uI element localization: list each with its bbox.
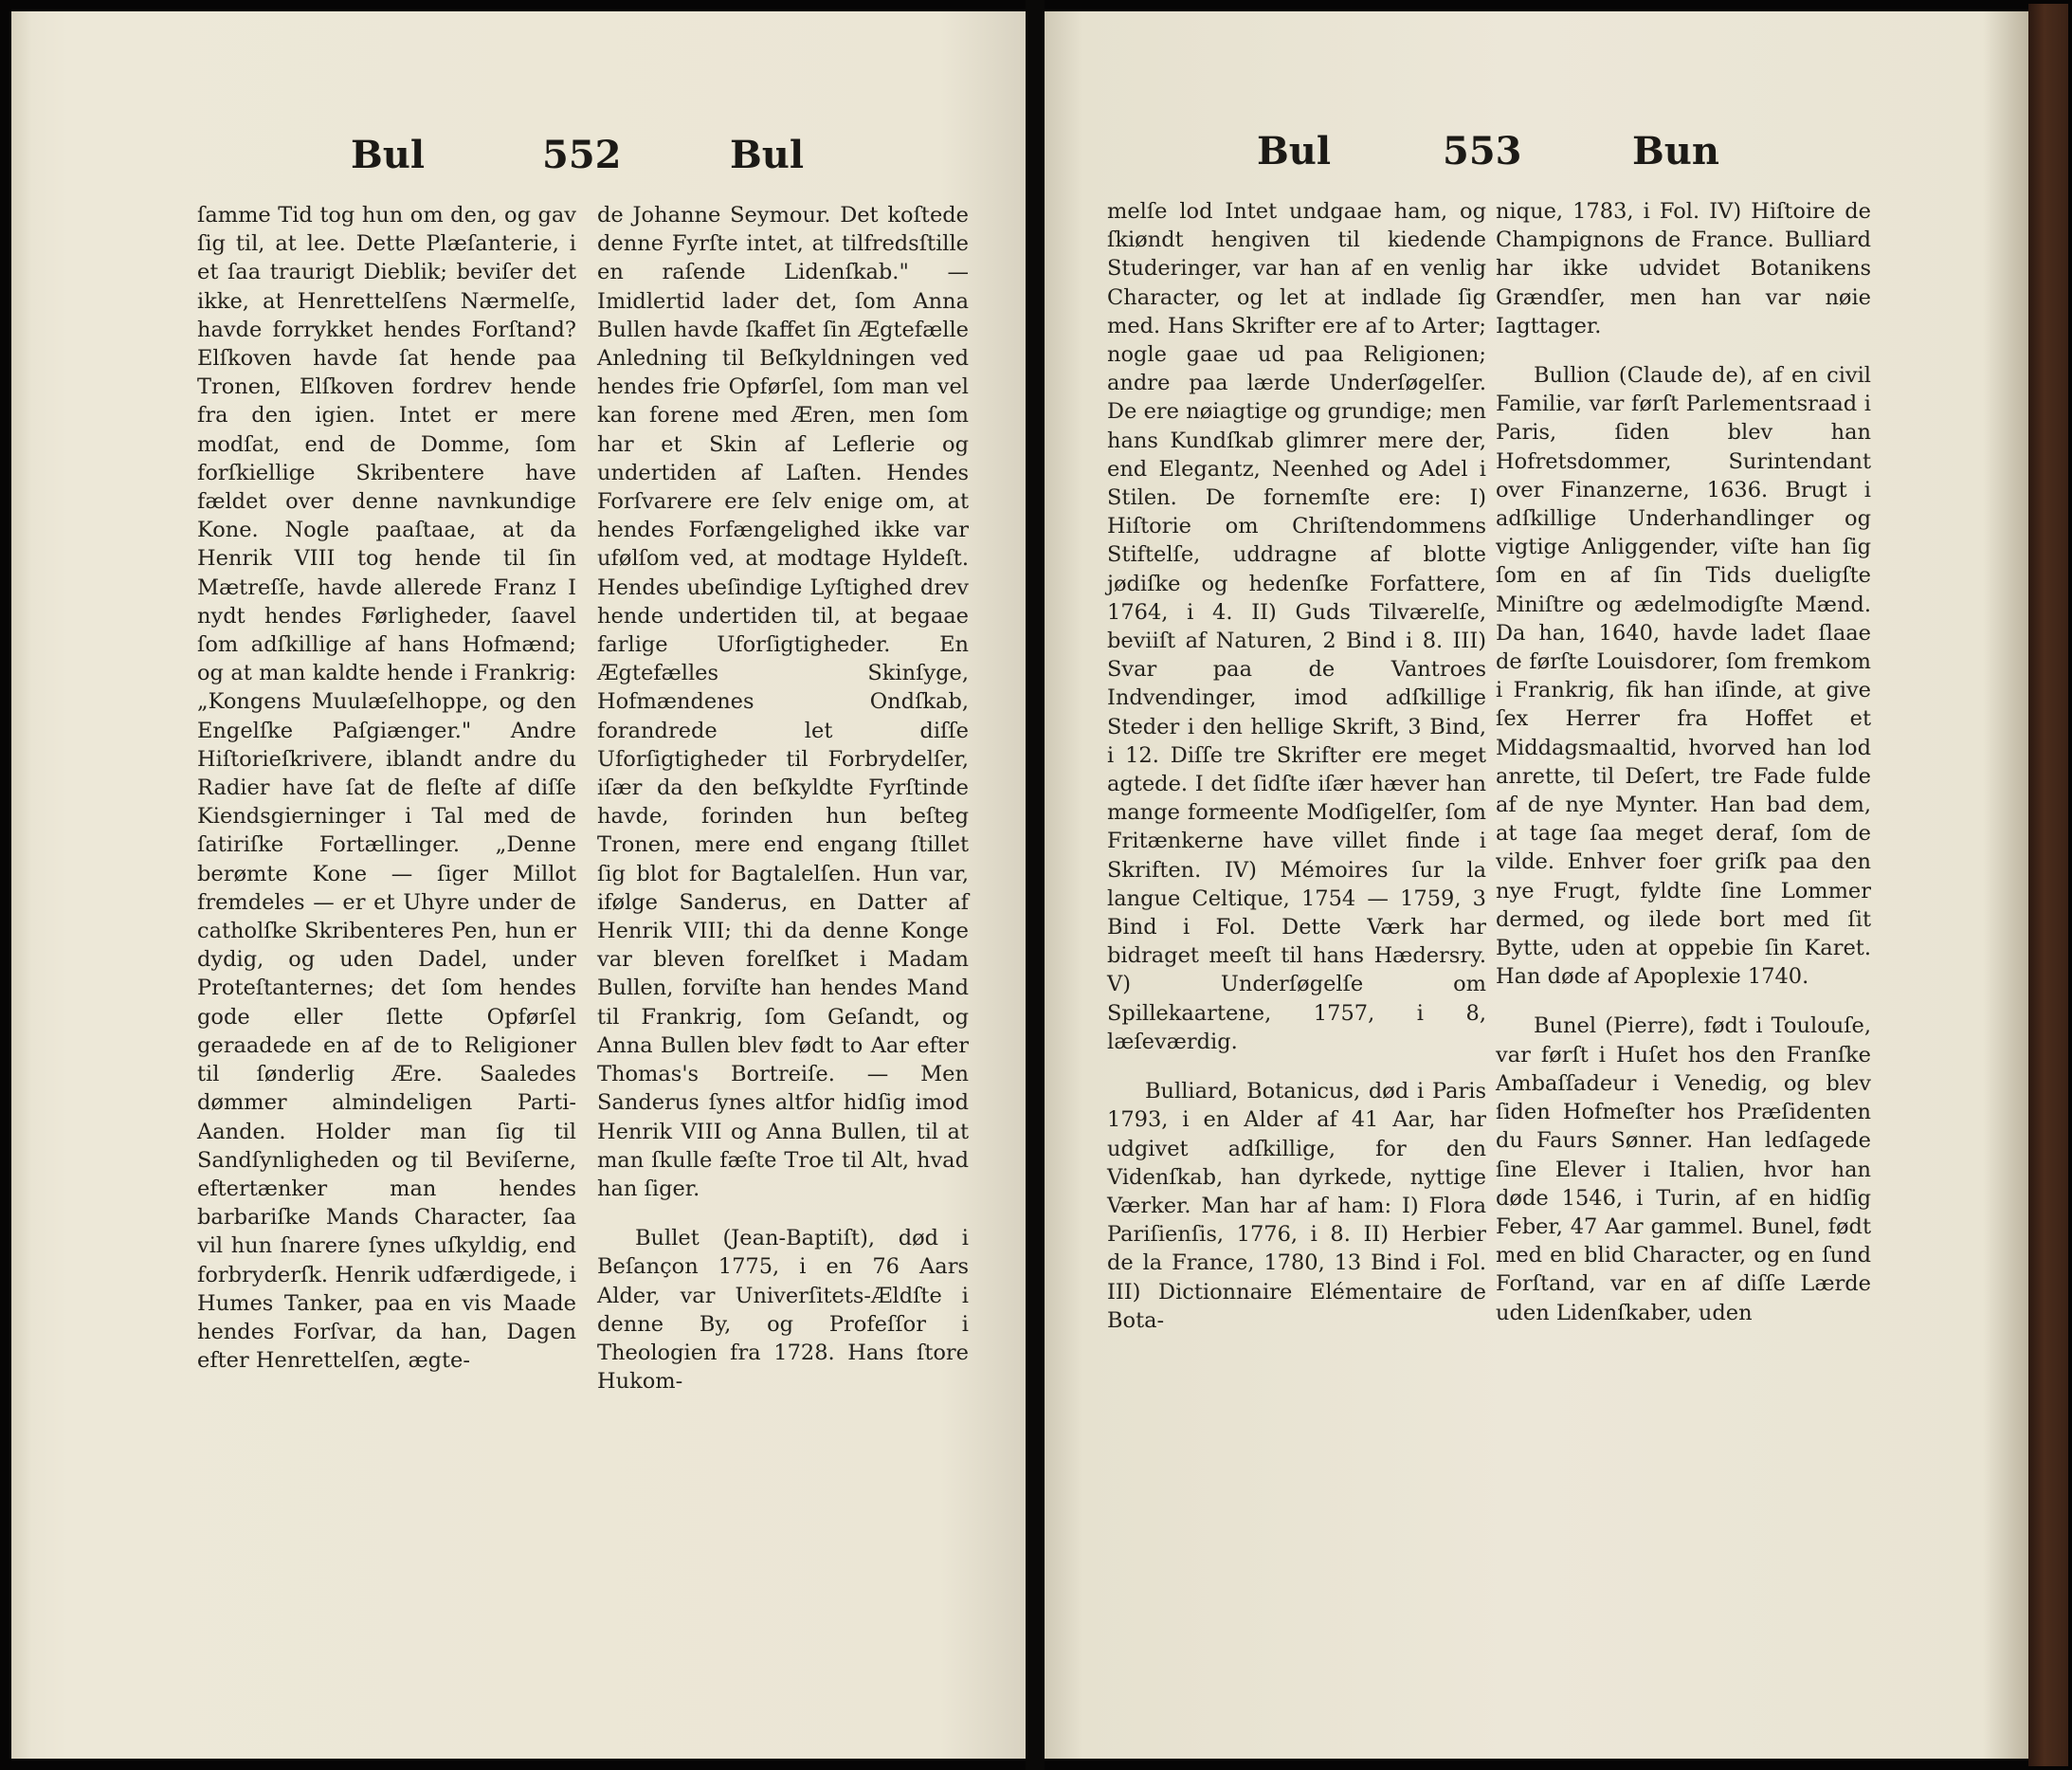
right-page (1045, 11, 2028, 1759)
entry-bullet-paragraph: Bullet (Jean-Baptiſt), død i Beſançon 1775, i en 76 Aars Alder, var Univerſitets-Ældſte i denne By, og Profeſſor i Theologien fra 1728. Hans ſtore Hukom- (597, 1226, 969, 1395)
left-page-header-left: Bul (351, 133, 426, 177)
book-gutter (1026, 0, 1045, 1770)
left-page-number: 552 (542, 133, 622, 177)
left-page-column-2 (597, 201, 969, 1396)
left-col2-paragraph: de Johanne Seymour. Det koſtede denne Fyrſte intet, at tilfredsſtille en raſende Lidenſkab." — Imidlertid lader det, ſom Anna Bullen havde ſkaffet ſin Ægtefælle Anledning til Beſkyldningen ved hendes frie Opførſel, ſom man vel kan forene med Æren, men ſom har et Skin af Leflerie og undertiden af Laſten. Hendes Forſvarere ere ſelv enige om, at hendes Forfængelighed ikke var ufølſom ved, at modtage Hyldeſt. Hendes ubeſindige Lyſtighed drev hende undertiden til, at begaae farlige Uforſigtigheder. En Ægtefælles Skinſyge, Hofmændenes Ondſkab, forandrede let diſſe Uforſigtigheder til Forbrydelſer, iſær da den beſkyldte Fyrſtinde havde, forinden hun beſteg Tronen, mere end engang ſtillet ſig blot for Bagtalelſen. Hun var, ifølge Sanderus, en Datter af Henrik VIII; thi da denne Konge var bleven forelſket i Madam Bullen, forviſte han hendes Mand til Frankrig, ſom Geſandt, og Anna Bullen blev født to Aar efter Thomas's Bortreiſe. — Men Sanderus ſynes altfor hidſig imod Henrik VIII og Anna Bullen, til at man ſkulle fæſte Troe til Alt, hvad han ſiger. (597, 203, 969, 1201)
right-page-header-right: Bun (1632, 129, 1719, 173)
left-page-column-1 (197, 201, 576, 1375)
right-col1-paragraph: melſe lod Intet undgaae ham, og ſkiøndt hengiven til kiedende Studeringer, var han af en venlig Character, og let at indlade ſig med. Hans Skrifter ere af to Arter; nogle gaae ud paa Religionen; andre paa lærde Underſøgelſer. De ere nøiagtige og grundige; men hans Kundſkab glimrer mere der, end Elegantz, Neenhed og Adel i Stilen. De fornemſte ere: I) Hiſtorie om Chriſtendommens Stiftelſe, uddragne af blotte jødiſke og hedenſke Forfattere, 1764, i 4. II) Guds Tilværelſe, beviiſt af Naturen, 2 Bind i 8. III) Svar paa de Vantroes Indvendinger, imod adſkillige Steder i den hellige Skrift, 3 Bind, i 12. Diſſe tre Skrifter ere meget agtede. I det ſidſte iſær hæver han mange formeente Modſigelſer, ſom Fritænkerne have villet finde i Skriften. IV) Mémoires ſur la langue Celtique, 1754 — 1759, 3 Bind i Fol. Dette Værk har bidraget meeſt til hans Hædersry. V) Underſøgelſe om Spillekaartene, 1757, i 8, læſeværdig. (1107, 199, 1486, 1054)
book-cover-edge (2028, 4, 2068, 1766)
left-page-header-right: Bul (730, 133, 805, 177)
right-page-column-1 (1107, 197, 1486, 1335)
right-col2-paragraph: nique, 1783, i Fol. IV) Hiſtoire de Champignons de France. Bulliard har ikke udvidet Botanikens Grændſer, men han var nøie Iagttager. (1496, 199, 1871, 338)
entry-bullion-paragraph: Bullion (Claude de), af en civil Familie, var førſt Parlementsraad i Paris, ſiden blev han Hofretsdommer, Surintendant over Finanzerne, 1636. Brugt i adſkillige Underhandlinger og vigtige Anliggender, viſte han ſig ſom en af ſin Tids dueligſte Miniſtre og ædelmodigſte Mænd. Da han, 1640, havde ladet ſlaae de førſte Louisdorer, ſom fremkom i Frankrig, fik han iſinde, at give ſex Herrer fra Hoffet et Middagsmaaltid, hvorved han lod anrette, til Deſert, tre Fade fulde af de nye Mynter. Han bad dem, at tage ſaa meget deraf, ſom de vilde. Enhver foer griſk paa den nye Frugt, fyldte ſine Lommer dermed, og ilede bort med ſit Bytte, uden at oppebie ſin Karet. Han døde af Apoplexie 1740. (1496, 363, 1871, 990)
right-page-column-2 (1496, 197, 1871, 1327)
entry-bulliard-paragraph: Bulliard, Botanicus, død i Paris 1793, i en Alder af 41 Aar, har udgivet adſkillige, for den Videnſkab, han dyrkede, nyttige Værker. Man har af ham: I) Flora Pariſienſis, 1776, i 8. II) Herbier de la France, 1780, 13 Bind i Fol. III) Dictionnaire Elémentaire de Bota- (1107, 1079, 1486, 1333)
right-page-header-left: Bul (1257, 129, 1332, 173)
right-page-number: 553 (1443, 129, 1522, 173)
entry-bunel-paragraph: Bunel (Pierre), født i Toulouſe, var førſt i Huſet hos den Franſke Ambaſſadeur i Venedig, og blev ſiden Hofmeſter hos Præſidenten du Faurs Sønner. Han ledſagede ſine Elever i Italien, hvor han døde 1546, i Turin, af en hidſig Feber, 47 Aar gammel. Bunel, født med en blid Character, og en ſund Forſtand, var en af diſſe Lærde uden Lidenſkaber, uden (1496, 1013, 1871, 1325)
left-page (11, 11, 1026, 1759)
left-col1-paragraph: ſamme Tid tog hun om den, og gav ſig til, at lee. Dette Plæſanterie, i et ſaa traurigt Dieblik; beviſer det ikke, at Henrettelſens Nærmelſe, havde forrykket hendes Forſtand? Elſkoven havde ſat hende paa Tronen, Elſkoven fordrev hende fra den igien. Intet er mere modſat, end de Domme, ſom forſkiellige Skribentere have fældet over denne navnkundige Kone. Nogle paaſtaae, at da Henrik VIII tog hende til ſin Mætreſſe, havde allerede Franz I nydt hendes Førligheder, ſaavel ſom adſkillige af hans Hofmænd; og at man kaldte hende i Frankrig: „Kongens Muulæſelhoppe, og den Engelſke Paſgiænger." Andre Hiſtorieſkrivere, iblandt andre du Radier have ſat de fleſte af diſſe Kiendsgierninger i Tal med de ſatiriſke Fortællinger. „Denne berømte Kone — ſiger Millot fremdeles — er et Uhyre under de catholſke Skribenteres Pen, hun er dydig, og uden Dadel, under Proteſtanternes; det ſom hendes gode eller ſlette Opførſel geraadede en af de to Religioner til ſønderlig Ære. Saaledes dømmer almindeligen Parti-Aanden. Holder man ſig til Sandſynligheden og til Beviſerne, eftertænker man hendes barbariſke Mands Character, ſaa vil hun ſnarere ſynes uſkyldig, end forbryderſk. Henrik udfærdigede, i Humes Tanker, paa en vis Maade hendes Forſvar, da han, Dagen efter Henrettelſen, ægte- (197, 203, 576, 1374)
